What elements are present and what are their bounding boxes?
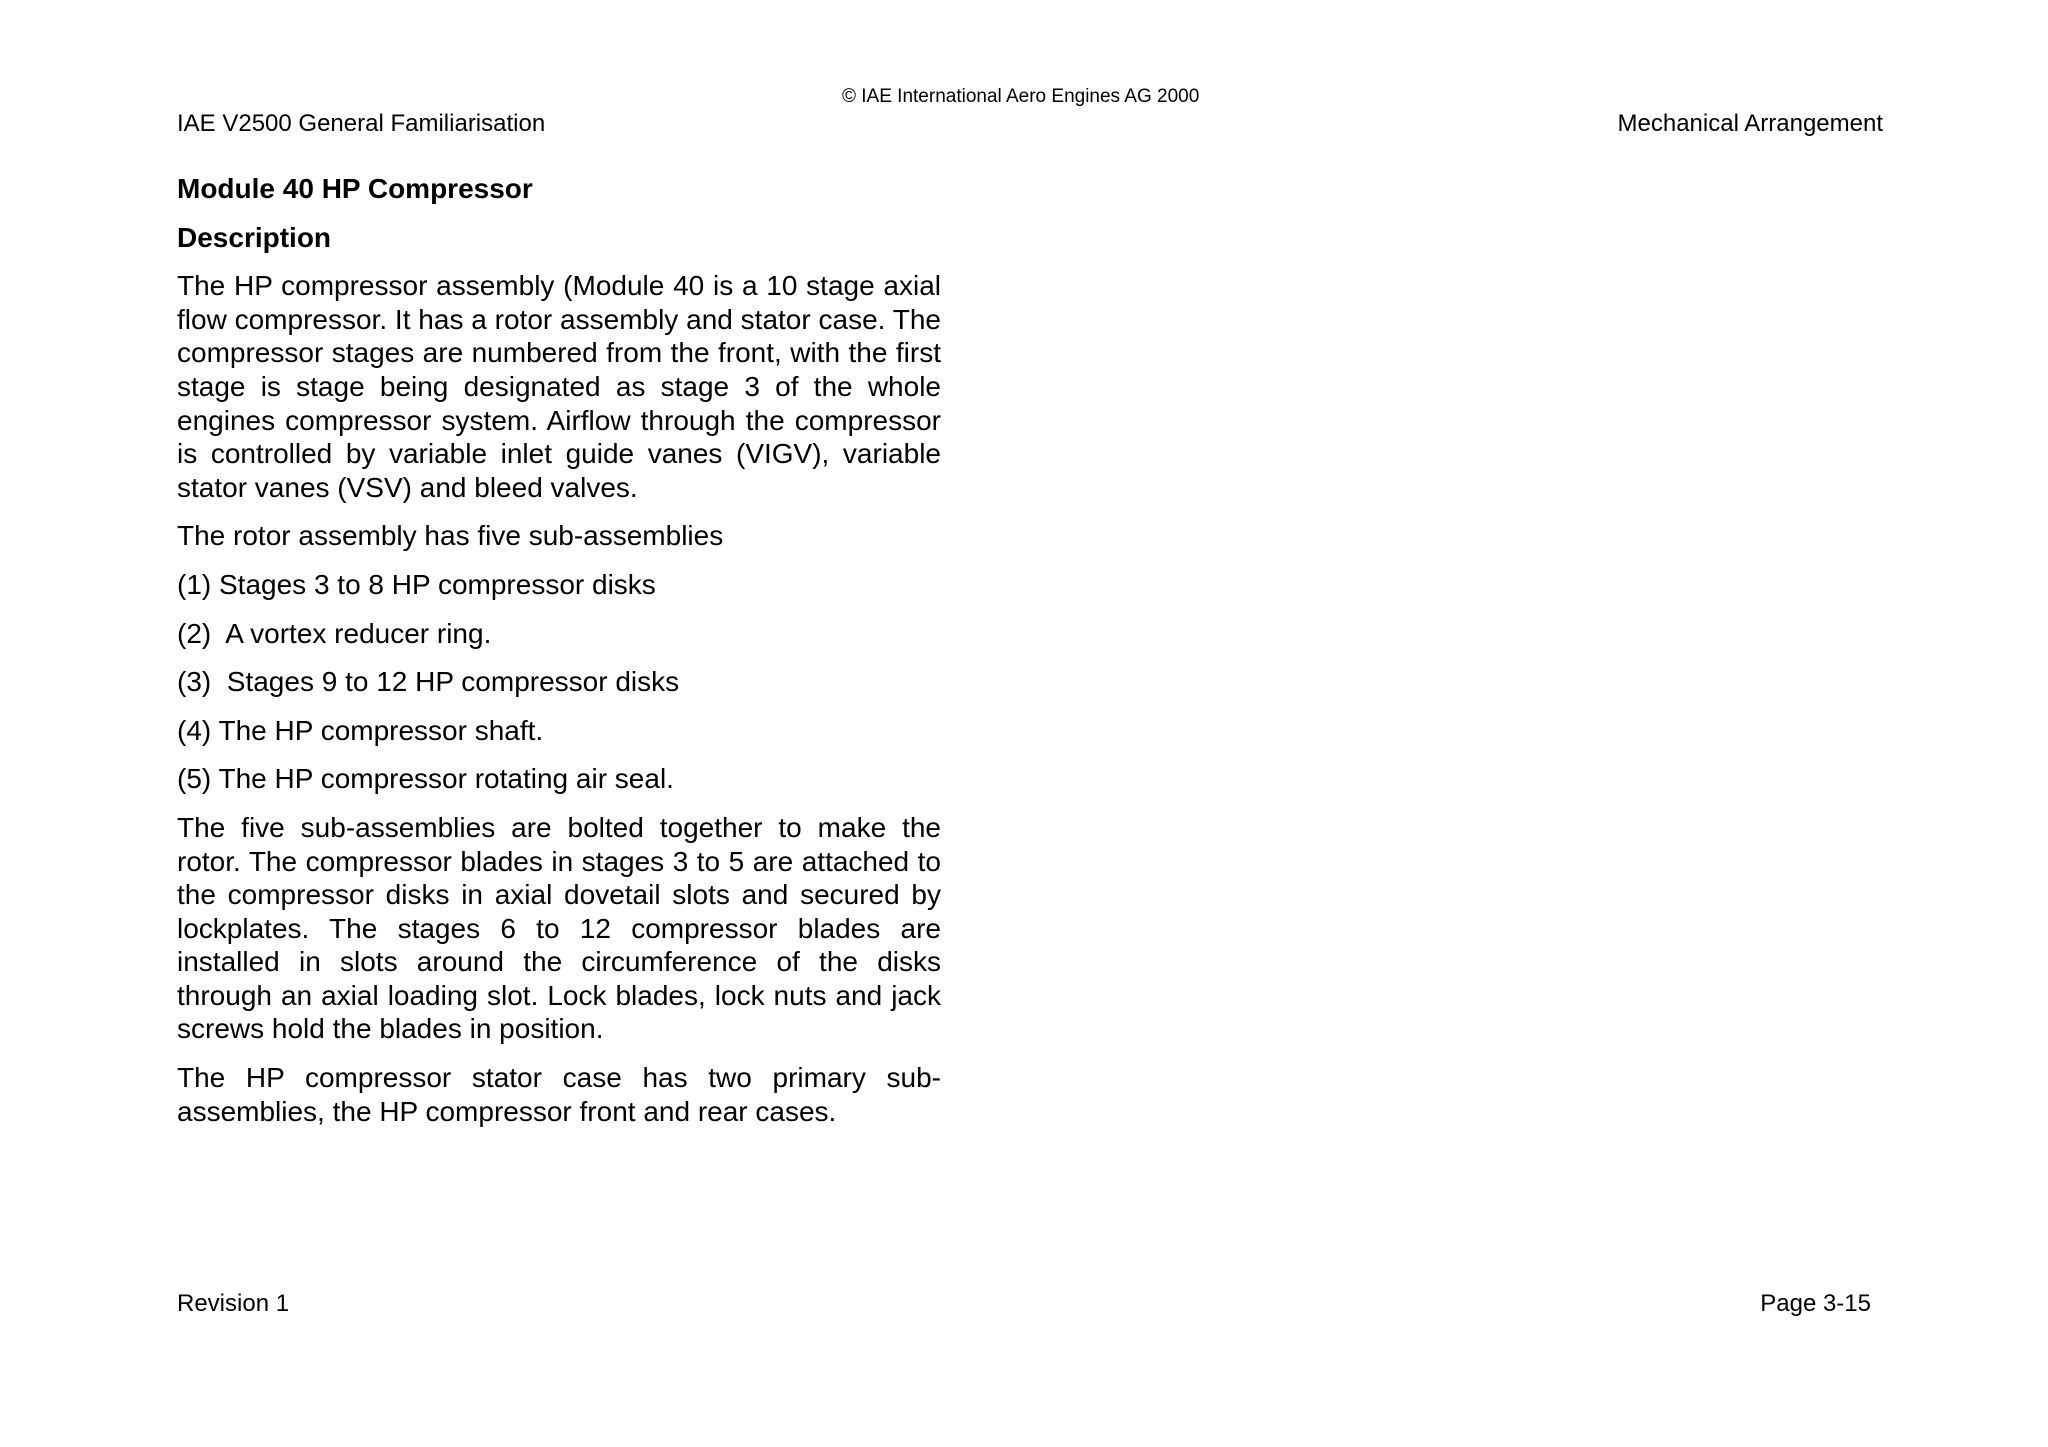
list-item: (2) A vortex reducer ring.	[177, 617, 492, 649]
description-heading: Description	[177, 221, 332, 253]
stator-paragraph: The HP compressor stator case has two primary sub-assemblies, the HP compressor front and rear cases.	[177, 1062, 941, 1127]
header-document-title: IAE V2500 General Familiarisation	[177, 110, 546, 137]
footer-revision: Revision 1	[177, 1290, 290, 1317]
header-copyright: © IAE International Aero Engines AG 2000	[842, 86, 1200, 107]
module-heading: Module 40 HP Compressor	[177, 173, 533, 204]
list-item: (1) Stages 3 to 8 HP compressor disks	[177, 568, 656, 600]
list-item: (5) The HP compressor rotating air seal.	[177, 763, 674, 795]
list-item: (3) Stages 9 to 12 HP compressor disks	[177, 666, 680, 698]
header-section-title: Mechanical Arrangement	[1617, 110, 1883, 137]
rotor-paragraph: The five sub-assemblies are bolted together to make the rotor. The compressor blades in stages 3 to 5 are attached to the compressor disks in axial dovetail slots and secured by lockplates. The stages 6 to 12 compressor blades are installed in slots around the circumference of the disks through an axial loading slot. Lock blades, lock nuts and jack screws hold the blades in position.	[177, 811, 941, 1045]
sub-assembly-list	[177, 568, 941, 796]
body-content	[177, 172, 941, 1143]
footer-page-number: Page 3-15	[1760, 1290, 1871, 1317]
rotor-intro: The rotor assembly has five sub-assemblies	[177, 520, 724, 552]
list-item: (4) The HP compressor shaft.	[177, 714, 544, 746]
description-paragraph: The HP compressor assembly (Module 40 is a 10 stage axial flow compressor. It has a rotor assembly and stator case. The compressor stages are numbered from the front, with the first stage is stage being designated as stage 3 of the whole engines compressor system. Airflow through the compressor is controlled by variable inlet guide vanes (VIGV), variable stator vanes (VSV) and bleed valves.	[177, 270, 941, 503]
